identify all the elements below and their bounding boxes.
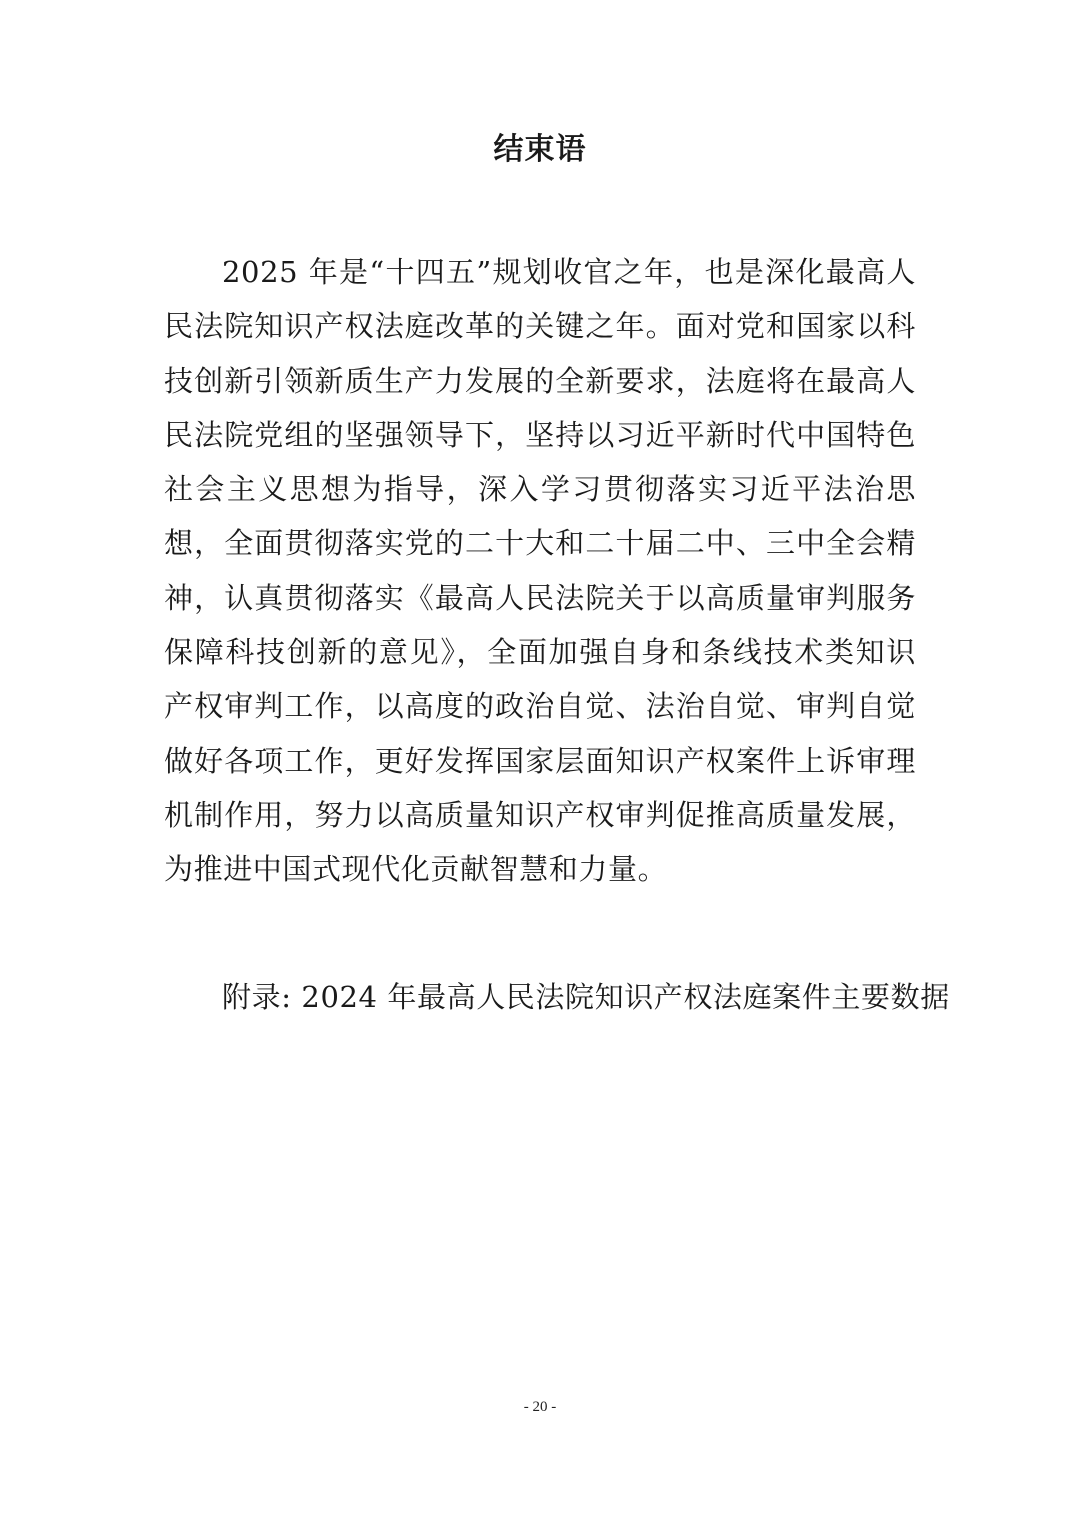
page-number: - 20 - <box>523 1399 557 1415</box>
appendix-line: 附录: 2024 年最高人民法院知识产权法庭案件主要数据 <box>222 980 950 1014</box>
body-paragraph: 2025 年是“十四五”规划收官之年，也是深化最高人民法院知识产权法庭改革的关键之年。面对党和国家以科技创新引领新质生产力发展的全新要求，法庭将在最高人民法院党组的坚强领导下，坚持以习近平新时代中国特色社会主义思想为指导，深入学习贯彻落实习近平法治思想，全面贯彻落实党的二十大和二十届二中、三中全会精神，认真贯彻落实《最高人民法院关于以高质量审判服务保障科技创新的意见》，全面加强自身和条线技术类知识产权审判工作，以高度的政治自觉、法治自觉、审判自觉做好各项工作，更好发挥国家层面知识产权案件上诉审理机制作用，努力以高质量知识产权审判促推高质量发展，为推进中国式现代化贡献智慧和力量。 <box>164 255 916 887</box>
page-title: 结束语 <box>493 132 587 167</box>
